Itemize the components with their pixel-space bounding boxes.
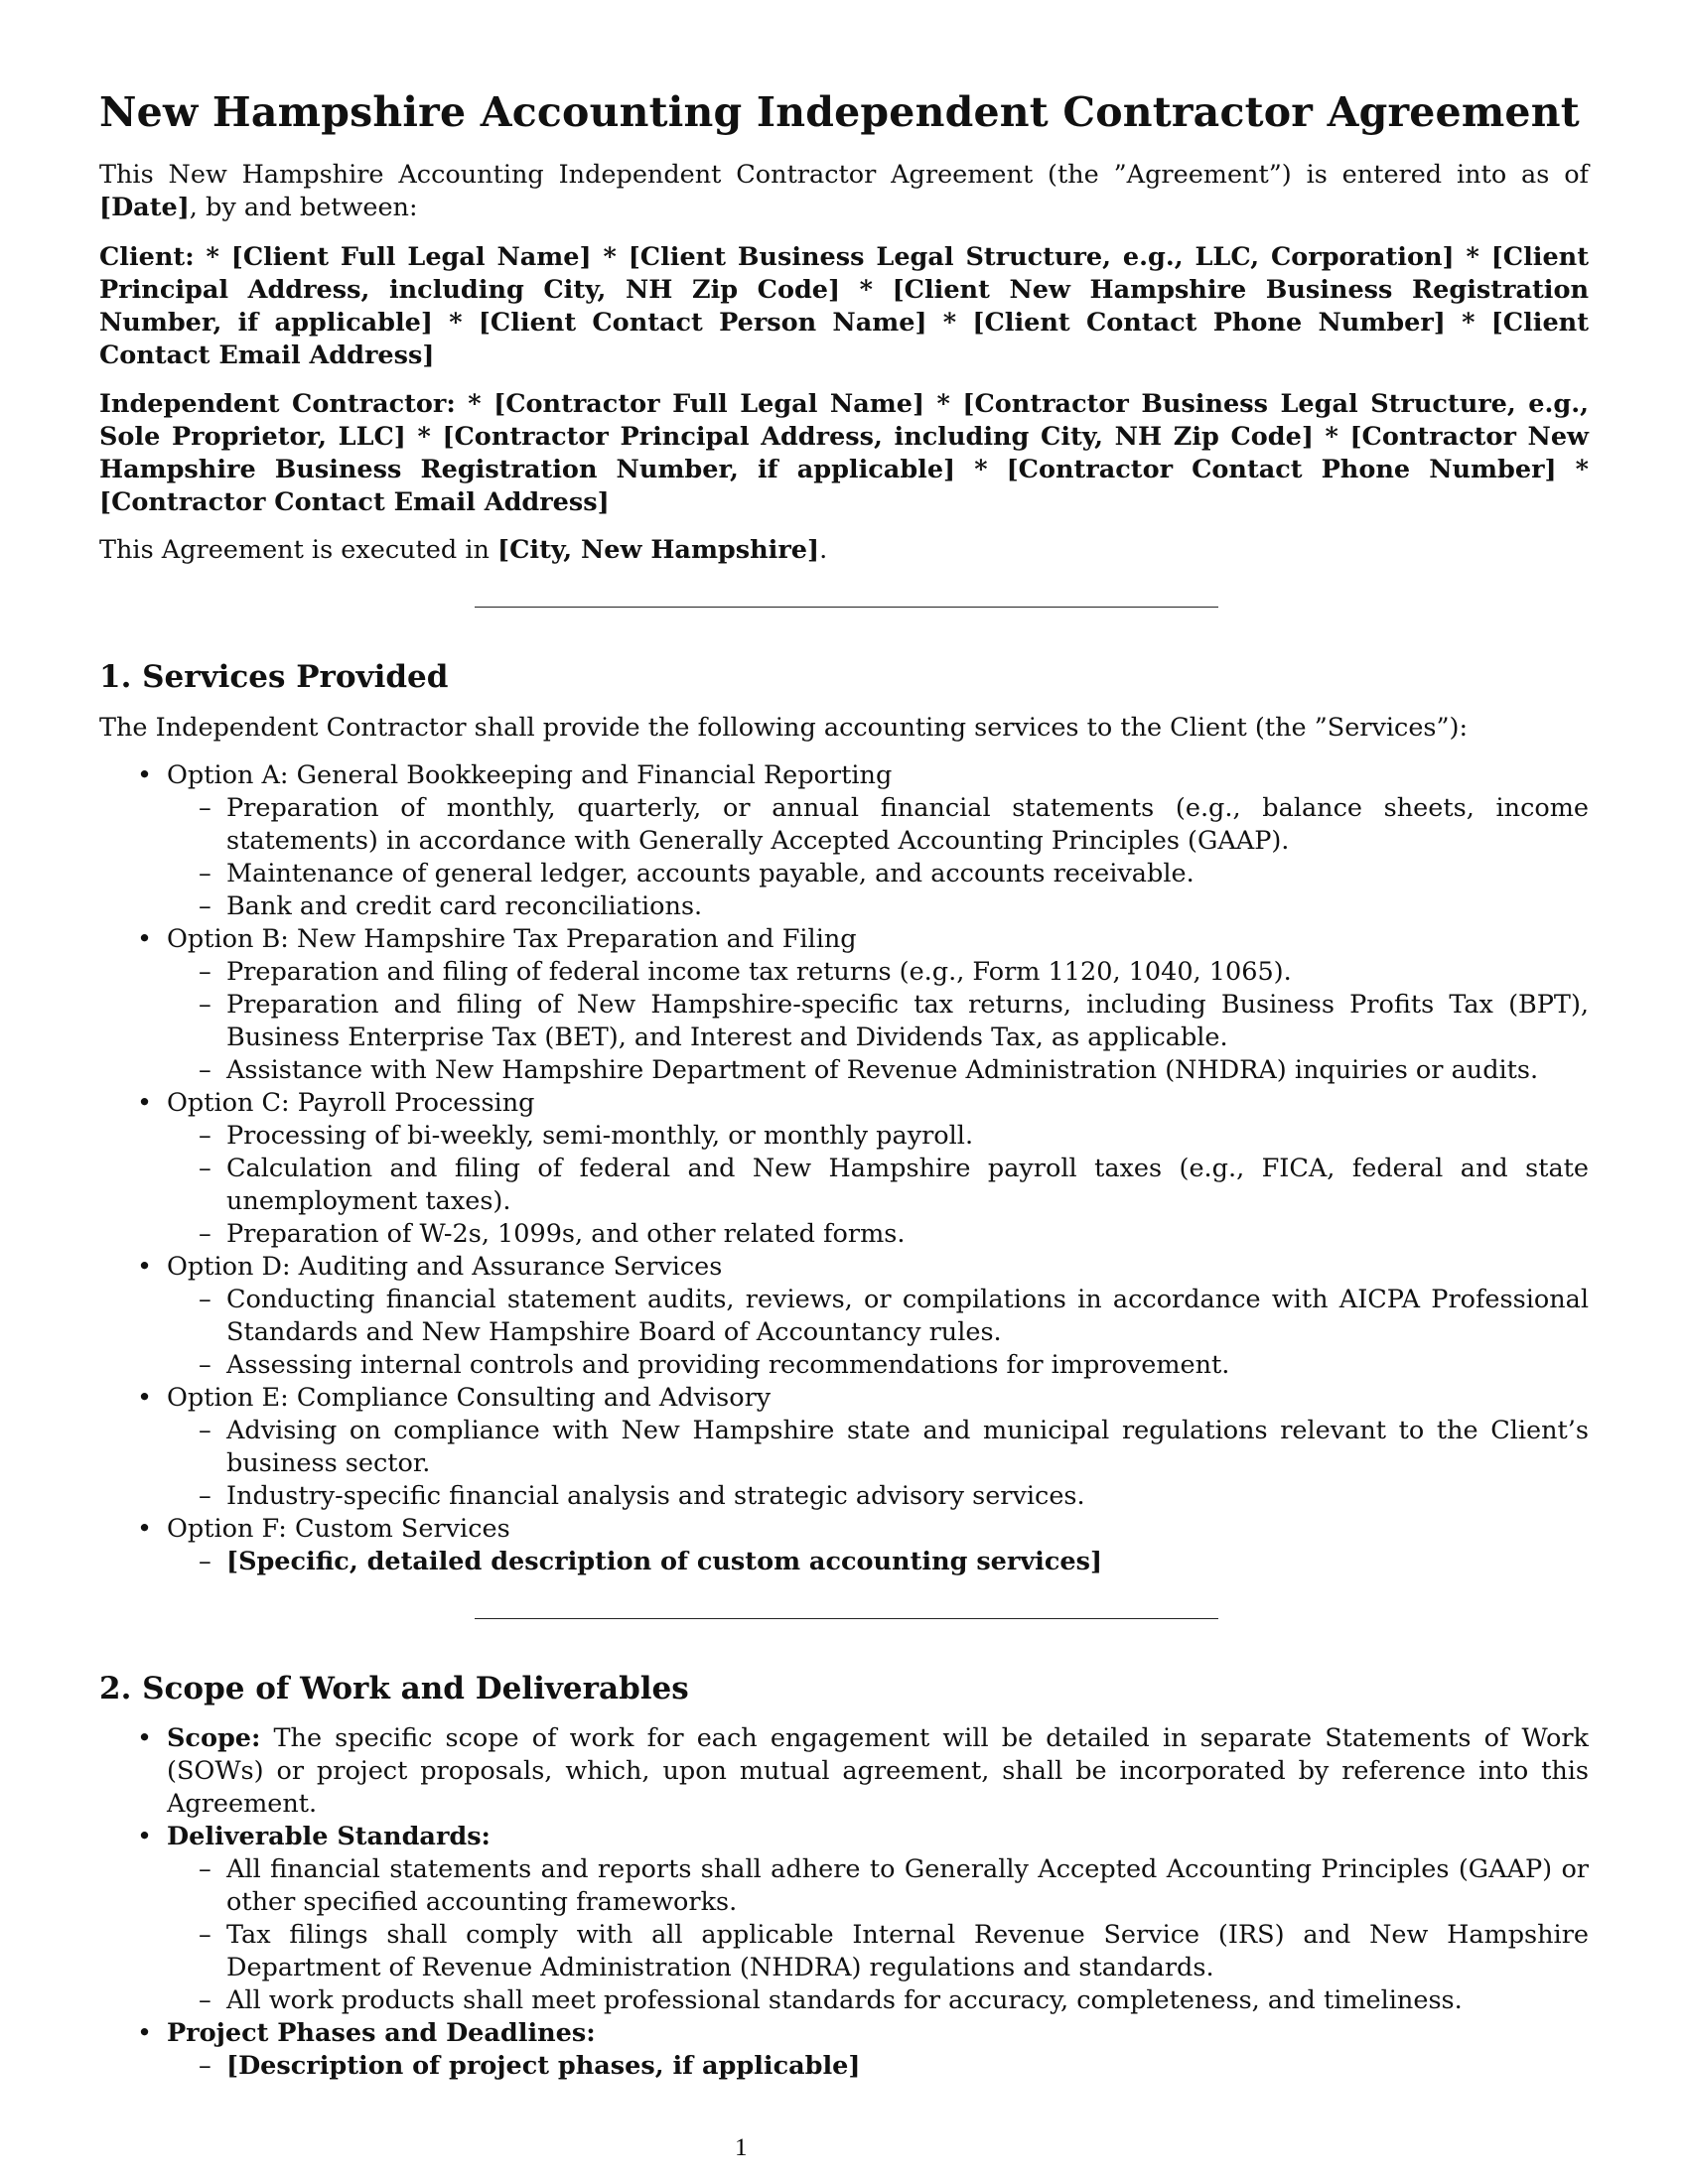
dash-icon: – [199,1854,211,1884]
list-item-text: Bank and credit card reconciliations. [226,891,703,921]
list-item [99,1087,1589,1251]
bullet-icon: • [137,924,153,954]
sub-list [167,1284,1589,1382]
list-item [99,1821,1589,2017]
option-label: Option D: Auditing and Assurance Services [167,1252,723,1282]
section-1-heading: 1. Services Provided [99,659,449,695]
list-item [167,1415,1589,1480]
list-item [99,1722,1589,1821]
option-label: Option F: Custom Services [167,1514,510,1544]
list-item-text: Conducting financial statement audits, reviews, or compilations in accordance with AICPA Professional Standards and New Hampshire Board of Accountancy rules. [226,1285,1589,1347]
executed-text-end: . [819,535,828,565]
list-item-text: Processing of bi-weekly, semi-monthly, or monthly payroll. [226,1121,974,1151]
document-title: New Hampshire Accounting Independent Contractor Agreement [99,88,1580,136]
list-item [167,1919,1589,1984]
scope-list [99,1722,1589,2083]
bullet-icon: • [137,1088,153,1118]
list-item-text: Advising on compliance with New Hampshire state and municipal regulations relevant to the Client’s business sector. [226,1416,1589,1478]
list-item [167,1218,1589,1251]
list-item [167,1546,1589,1578]
list-item-text: Assessing internal controls and providing recommendations for improvement. [226,1350,1230,1380]
sub-list [167,2050,1589,2083]
dash-icon: – [199,1350,211,1380]
list-item [167,989,1589,1054]
list-item [167,1480,1589,1513]
list-item [167,1853,1589,1919]
intro-paragraph [99,159,1589,224]
list-item [99,923,1589,1087]
list-item [167,1284,1589,1349]
sub-list [167,1546,1589,1578]
list-item [167,1349,1589,1382]
list-item [167,890,1589,923]
dash-icon: – [199,1121,211,1151]
dash-icon: – [199,891,211,921]
option-label: Option C: Payroll Processing [167,1088,535,1118]
list-item-text: Preparation of monthly, quarterly, or annual financial statements (e.g., balance sheets, income statements) in accordance with Generally Accepted Accounting Principles (GAAP). [226,793,1589,856]
dash-icon: – [199,793,211,823]
section-divider [475,1618,1218,1619]
list-item [167,956,1589,989]
list-item [167,858,1589,890]
list-item [99,2017,1589,2083]
list-item-text: Preparation of W-2s, 1099s, and other related forms. [226,1219,906,1249]
services-list [99,759,1589,1578]
phases-label: Project Phases and Deadlines: [167,2018,596,2048]
bullet-icon: • [137,1723,153,1753]
list-item [99,759,1589,923]
bullet-icon: • [137,1383,153,1413]
sub-list [167,1120,1589,1251]
list-item-text: Preparation and filing of New Hampshire-specific tax returns, including Business Profits Tax (BPT), Business Enterprise Tax (BET), and Interest and Dividends Tax, as applicable. [226,990,1589,1052]
executed-paragraph [99,534,1589,567]
intro-date: [Date] [99,193,190,222]
scope-label: Scope: [167,1723,261,1753]
dash-icon: – [199,1416,211,1445]
list-item [167,1984,1589,2017]
dash-icon: – [199,1547,211,1576]
section-1-intro: The Independent Contractor shall provide the following accounting services to the Client (the ”Services”): [99,713,1469,743]
bullet-icon: • [137,760,153,790]
list-item [99,1382,1589,1513]
bullet-icon: • [137,1514,153,1544]
bullet-icon: • [137,2018,153,2048]
list-item [167,1153,1589,1218]
client-block: Client: * [Client Full Legal Name] * [Client Business Legal Structure, e.g., LLC, Corporation] * [Client Principal Address, including City, NH Zip Code] * [Client New Hampshire Business Registration Number, if applicable] * [Client Contact Person Name] * [Client Contact Phone Number] * [Client Contact Email Address] [99,242,1589,370]
bullet-icon: • [137,1252,153,1282]
dash-icon: – [199,1920,211,1950]
list-item [99,1251,1589,1382]
list-item-text: [Specific, detailed description of custom accounting services] [226,1547,1103,1576]
sub-list [167,1853,1589,2017]
scope-paragraph [167,1722,1589,1821]
list-item-text: Industry-specific financial analysis and strategic advisory services. [226,1481,1085,1511]
list-item-text: Tax filings shall comply with all applicable Internal Revenue Service (IRS) and New Hampshire Department of Revenue Administration (NHDRA) regulations and standards. [226,1920,1589,1982]
list-item-text: Calculation and filing of federal and New Hampshire payroll taxes (e.g., FICA, federal and state unemployment taxes). [226,1154,1589,1216]
sub-list [167,792,1589,923]
document-page [99,0,1589,2184]
list-item-text: Assistance with New Hampshire Department of Revenue Administration (NHDRA) inquiries or audits. [226,1055,1539,1085]
sub-list [167,1415,1589,1513]
scope-text: The specific scope of work for each engagement will be detailed in separate Statements of Work (SOWs) or project proposals, which, upon mutual agreement, shall be incorporated by reference into this Agreement. [167,1723,1589,1819]
dash-icon: – [199,990,211,1020]
option-label: Option B: New Hampshire Tax Preparation and Filing [167,924,857,954]
list-item [167,2050,1589,2083]
list-item-text: Preparation and filing of federal income tax returns (e.g., Form 1120, 1040, 1065). [226,957,1292,987]
sub-list [167,956,1589,1087]
section-divider [475,607,1218,608]
list-item-text: All work products shall meet professional standards for accuracy, completeness, and timeliness. [226,1985,1463,2015]
dash-icon: – [199,1219,211,1249]
list-item-text: Maintenance of general ledger, accounts payable, and accounts receivable. [226,859,1195,888]
dash-icon: – [199,1985,211,2015]
dash-icon: – [199,859,211,888]
intro-text-end: , by and between: [189,193,418,222]
dash-icon: – [199,1154,211,1183]
dash-icon: – [199,1055,211,1085]
page-number: 1 [735,2134,748,2161]
list-item-text: All financial statements and reports shall adhere to Generally Accepted Accounting Principles (GAAP) or other specified accounting frameworks. [226,1854,1589,1917]
section-2-heading: 2. Scope of Work and Deliverables [99,1671,689,1706]
contractor-block: Independent Contractor: * [Contractor Full Legal Name] * [Contractor Business Legal Structure, e.g., Sole Proprietor, LLC] * [Contractor Principal Address, including City, NH Zip Code] * [Contractor New Hampshire Business Registration Number, if applicable] * [Contractor Contact Phone Number] * [Contractor Contact Email Address] [99,389,1589,517]
dash-icon: – [199,1481,211,1511]
deliverables-label: Deliverable Standards: [167,1822,491,1851]
dash-icon: – [199,2051,211,2081]
list-item [167,792,1589,858]
executed-text: This Agreement is executed in [99,535,498,565]
option-label: Option E: Compliance Consulting and Advisory [167,1383,772,1413]
dash-icon: – [199,1285,211,1314]
executed-place: [City, New Hampshire] [497,535,820,565]
bullet-icon: • [137,1822,153,1851]
list-item [167,1054,1589,1087]
list-item-text: [Description of project phases, if applicable] [226,2051,861,2081]
intro-text: This New Hampshire Accounting Independent Contractor Agreement (the ”Agreement”) is entered into as of [99,160,1589,190]
dash-icon: – [199,957,211,987]
list-item [99,1513,1589,1578]
option-label: Option A: General Bookkeeping and Financial Reporting [167,760,893,790]
list-item [167,1120,1589,1153]
